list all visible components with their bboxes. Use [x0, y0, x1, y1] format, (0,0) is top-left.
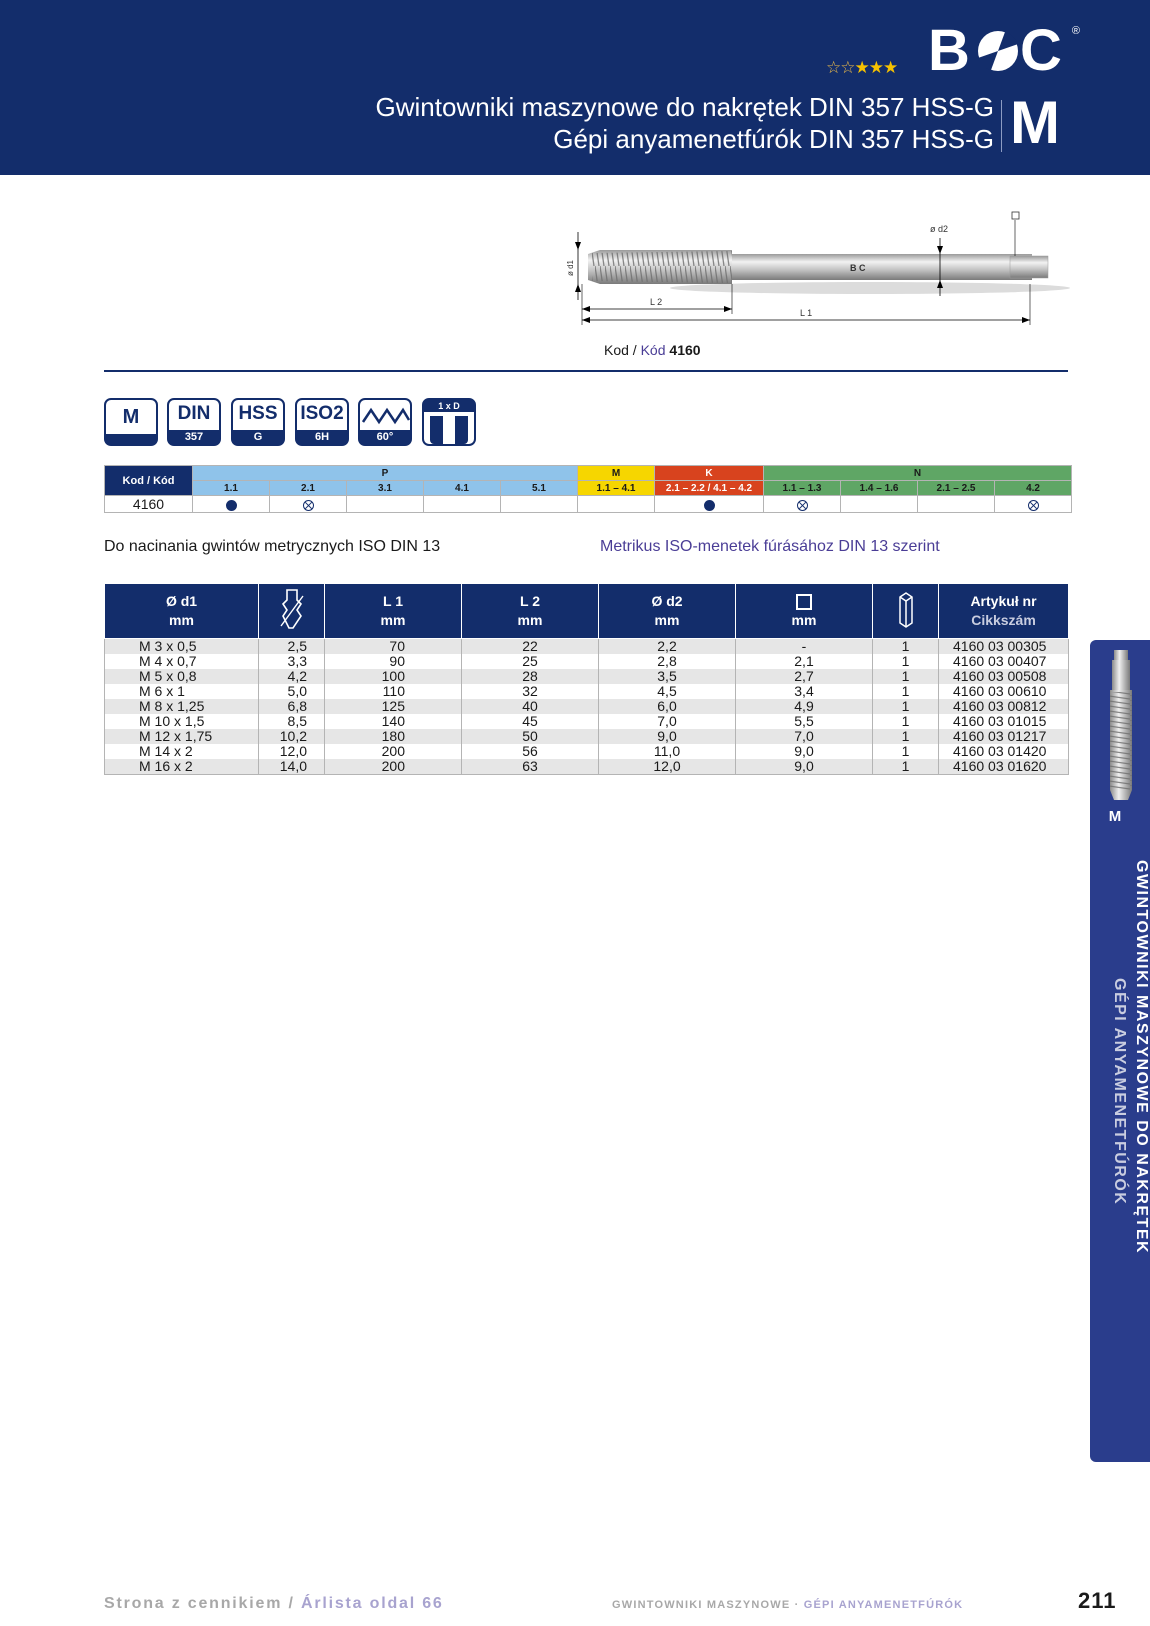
table-cell: 11,0	[599, 744, 736, 759]
table-cell: 4160 03 01015	[939, 714, 1069, 729]
header-l1: L 1 mm	[325, 584, 462, 639]
product-table	[104, 583, 1069, 775]
partial-suitability-icon	[797, 500, 808, 511]
table-cell: 100	[325, 669, 462, 684]
label-l1: L 1	[800, 308, 813, 318]
table-cell: 4160 03 01620	[939, 759, 1069, 775]
header-article: Artykuł nr Cikkszám	[939, 584, 1069, 639]
material-kod-header: Kod / Kód	[105, 466, 193, 496]
page-header	[0, 0, 1150, 175]
table-cell: 40	[462, 699, 599, 714]
table-cell: 2,1	[736, 654, 873, 669]
table-cell: 4,2	[259, 669, 325, 684]
table-cell: 9,0	[599, 729, 736, 744]
material-col: 2.1 – 2.2 / 4.1 – 4.2	[655, 481, 764, 496]
side-tab-letter: M	[1108, 808, 1122, 825]
square-icon	[796, 594, 812, 610]
table-cell: 1	[873, 684, 939, 699]
badge-iso2: ISO2 6H	[295, 398, 349, 446]
label-d2: ø d2	[930, 224, 949, 234]
header-drill	[259, 584, 325, 639]
table-cell: M 8 x 1,25	[105, 699, 259, 714]
table-cell: 200	[325, 744, 462, 759]
page-title-hu: Gépi anyamenetfúrók DIN 357 HSS-G	[553, 124, 994, 154]
header-d1: Ø d1 mm	[105, 584, 259, 639]
brand-logo	[928, 18, 1080, 89]
table-row	[105, 639, 1069, 655]
table-cell: M 12 x 1,75	[105, 729, 259, 744]
table-cell: 3,4	[736, 684, 873, 699]
badge-thread-angle: 60°	[358, 398, 412, 446]
registered-mark: ®	[1071, 25, 1080, 37]
footer-category: GWINTOWNIKI MASZYNOWE · GÉPI ANYAMENETFÚRÓK	[612, 1599, 964, 1611]
table-cell: 25	[462, 654, 599, 669]
table-row	[105, 669, 1069, 684]
table-cell: 6,8	[259, 699, 325, 714]
group-n: N	[764, 466, 1072, 481]
tap-thumbnail	[1102, 650, 1142, 800]
table-cell: 2,8	[599, 654, 736, 669]
table-cell: 4160 03 00407	[939, 654, 1069, 669]
table-row	[105, 759, 1069, 775]
material-col: 1.1 – 1.3	[764, 481, 841, 496]
table-cell: M 3 x 0,5	[105, 639, 259, 655]
side-tab-title-pl: GWINTOWNIKI MASZYNOWE DO NAKRĘTEK	[1133, 860, 1150, 1255]
thread-profile-icon	[360, 402, 410, 428]
table-cell: 9,0	[736, 759, 873, 775]
table-cell: 4160 03 00610	[939, 684, 1069, 699]
suitability-cell	[995, 496, 1072, 513]
badge-depth: 1 x D	[422, 398, 476, 446]
partial-suitability-icon	[1028, 500, 1039, 511]
table-cell: 1	[873, 639, 939, 655]
table-cell: 1	[873, 669, 939, 684]
tool-drawing	[566, 210, 1090, 360]
table-cell: -	[736, 639, 873, 655]
footer-price-ref: Strona z cennikiem / Árlista oldal 66	[104, 1595, 444, 1612]
table-cell: 70	[325, 639, 462, 655]
table-cell: 4,5	[599, 684, 736, 699]
material-row-code: 4160	[105, 496, 193, 513]
table-cell: M 6 x 1	[105, 684, 259, 699]
tool-brand: B C	[850, 263, 866, 273]
material-col: 1.1 – 4.1	[578, 481, 655, 496]
header-d2: Ø d2 mm	[599, 584, 736, 639]
suitability-cell	[655, 496, 764, 513]
drill-icon	[277, 588, 307, 630]
full-suitability-icon	[226, 500, 237, 511]
description-pl: Do nacinania gwintów metrycznych ISO DIN 13	[104, 538, 441, 555]
table-cell: 1	[873, 714, 939, 729]
suitability-cell	[424, 496, 501, 513]
header-l2: L 2 mm	[462, 584, 599, 639]
material-table	[104, 465, 1072, 513]
material-col: 3.1	[347, 481, 424, 496]
table-cell: 3,5	[599, 669, 736, 684]
material-col: 5.1	[501, 481, 578, 496]
table-cell: 90	[325, 654, 462, 669]
suitability-cell	[578, 496, 655, 513]
table-row	[105, 654, 1069, 669]
boc-logo-mark	[928, 18, 1068, 83]
side-tab	[1090, 640, 1150, 1462]
badge-din: DIN 357	[167, 398, 221, 446]
section-letter: M	[1010, 89, 1060, 156]
table-cell: 12,0	[259, 744, 325, 759]
suitability-cell	[347, 496, 424, 513]
table-cell: 4160 03 01420	[939, 744, 1069, 759]
badge-metric: M	[104, 398, 158, 446]
material-col: 4.1	[424, 481, 501, 496]
table-cell: 4160 03 00508	[939, 669, 1069, 684]
table-cell: 6,0	[599, 699, 736, 714]
table-cell: 32	[462, 684, 599, 699]
table-cell: 1	[873, 744, 939, 759]
table-cell: 3,3	[259, 654, 325, 669]
table-cell: 10,2	[259, 729, 325, 744]
description-hu: Metrikus ISO-menetek fúrásához DIN 13 szerint	[600, 538, 940, 555]
table-cell: 56	[462, 744, 599, 759]
depth-icon	[430, 416, 443, 444]
table-row	[105, 714, 1069, 729]
table-cell: 4160 03 01217	[939, 729, 1069, 744]
suitability-cell	[918, 496, 995, 513]
table-cell: 4,9	[736, 699, 873, 714]
table-cell: M 10 x 1,5	[105, 714, 259, 729]
suitability-cell	[501, 496, 578, 513]
table-cell: 63	[462, 759, 599, 775]
table-cell: 22	[462, 639, 599, 655]
header-package	[873, 584, 939, 639]
group-p: P	[193, 466, 578, 481]
label-l2: L 2	[650, 297, 663, 307]
table-cell: 4160 03 00305	[939, 639, 1069, 655]
tap-drawing-svg	[566, 210, 1090, 360]
material-col: 4.2	[995, 481, 1072, 496]
section-rule	[104, 370, 1068, 372]
suitability-cell	[841, 496, 918, 513]
material-row	[105, 496, 1072, 513]
suitability-cell	[193, 496, 270, 513]
table-cell: 1	[873, 699, 939, 714]
header-square: mm	[736, 584, 873, 639]
drawing-caption: Kod / Kód 4160	[604, 342, 701, 358]
table-cell: 7,0	[599, 714, 736, 729]
table-cell: 12,0	[599, 759, 736, 775]
table-cell: 1	[873, 654, 939, 669]
material-col: 1.1	[193, 481, 270, 496]
table-cell: 14,0	[259, 759, 325, 775]
material-col: 2.1	[270, 481, 347, 496]
table-cell: M 16 x 2	[105, 759, 259, 775]
table-cell: 4160 03 00812	[939, 699, 1069, 714]
rating-stars: ☆☆★★★	[826, 58, 898, 77]
package-icon	[895, 589, 917, 629]
table-cell: 5,5	[736, 714, 873, 729]
table-cell: 200	[325, 759, 462, 775]
group-k: K	[655, 466, 764, 481]
table-row	[105, 684, 1069, 699]
table-cell: 2,7	[736, 669, 873, 684]
table-row	[105, 744, 1069, 759]
table-cell: 28	[462, 669, 599, 684]
table-cell: 140	[325, 714, 462, 729]
table-cell: 8,5	[259, 714, 325, 729]
page-title-pl: Gwintowniki maszynowe do nakrętek DIN 357 HSS-G	[375, 92, 994, 122]
svg-text:B: B	[928, 18, 968, 83]
table-cell: 5,0	[259, 684, 325, 699]
group-m: M	[578, 466, 655, 481]
material-col: 1.4 – 1.6	[841, 481, 918, 496]
header-divider	[1001, 100, 1002, 152]
full-suitability-icon	[704, 500, 715, 511]
product-table-body	[105, 639, 1069, 775]
table-cell: 2,5	[259, 639, 325, 655]
table-row	[105, 729, 1069, 744]
table-cell: 1	[873, 759, 939, 775]
table-cell: 1	[873, 729, 939, 744]
table-cell: 50	[462, 729, 599, 744]
table-cell: 110	[325, 684, 462, 699]
table-cell: 180	[325, 729, 462, 744]
badge-hss: HSS G	[231, 398, 285, 446]
table-cell: 9,0	[736, 744, 873, 759]
suitability-cell	[270, 496, 347, 513]
table-cell: 2,2	[599, 639, 736, 655]
table-cell: 7,0	[736, 729, 873, 744]
table-cell: M 4 x 0,7	[105, 654, 259, 669]
table-cell: M 14 x 2	[105, 744, 259, 759]
suitability-cell	[764, 496, 841, 513]
page-number: 211	[1078, 1588, 1117, 1613]
side-tab-title-hu: GÉPI ANYAMENETFÚRÓK	[1111, 978, 1128, 1206]
material-col: 2.1 – 2.5	[918, 481, 995, 496]
table-cell: 45	[462, 714, 599, 729]
svg-text:C: C	[1020, 18, 1060, 83]
label-d1: ø d1	[566, 259, 575, 276]
table-cell: M 5 x 0,8	[105, 669, 259, 684]
table-row	[105, 699, 1069, 714]
partial-suitability-icon	[303, 500, 314, 511]
table-cell: 125	[325, 699, 462, 714]
